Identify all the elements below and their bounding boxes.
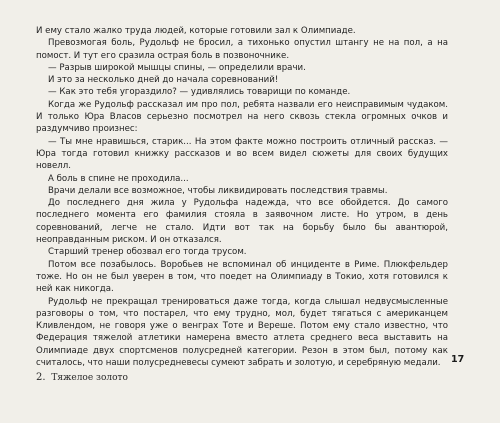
paragraph: И ему стало жалко труда людей, которые готовили зал к Олимпиаде. <box>36 26 356 36</box>
paragraph: Врачи делали все возможное, чтобы ликвидировать последствия травмы. <box>48 185 388 196</box>
paragraph: Когда же Рудольф рассказал им про пол, ребята назвали его неисправимым чудаком. И только Юра Власов серьезно посмотрел на него сквозь стекла огромных очков и раздумчиво произнес: <box>36 99 448 135</box>
paragraph: Рудольф не прекращал тренироваться даже тогда, когда слышал недвусмысленные разговоры о том, что постарел, что ему трудно, мол, будет тягаться с американцем Кливлендом, не говоря уже о венграх Тоте и Вереше. Потом ему стало известно, что Федерация тяжелой атлетики намерена вместо атлета среднего веса выставить на Олимпиаде двух спортсменов полусредней категории. Резон в этом был, потому как считалось, что наши полусредневесы сумеют забрать и золотую, и серебряную медали. <box>36 296 448 369</box>
paragraph: — Как это тебя угораздило? — удивлялись товарищи по команде. <box>48 87 351 98</box>
body-text <box>36 25 448 369</box>
signature-number: 2. <box>36 372 46 383</box>
paragraph: А боль в спине не проходила... <box>48 173 189 184</box>
paragraph: Превозмогая боль, Рудольф не бросил, а тихонько опустил штангу не на пол, а на помост. И тут его сразила острая боль в позвоночнике. <box>36 38 448 61</box>
footer-signature <box>36 372 128 383</box>
paragraph: До последнего дня жила у Рудольфа надежда, что все обойдется. До самого последнего момента его фамилия стояла в заявочном листе. Но утром, в день соревнований, легче не стало. Идти вот так на борьбу было бы авантюрой, неоправданным риском. И он отказался. <box>36 198 448 246</box>
paragraph: Потом все позабылось. Воробьев не вспоминал об инциденте в Риме. Плюкфельдер тоже. Но он не был уверен в том, что поедет на Олимпиаду в Токио, хотя готовился к ней как никогда. <box>36 259 448 295</box>
paragraph: — Ты мне нравишься, старик... На этом факте можно построить отличный рассказ. — Юра тогда готовил книжку рассказов и во всем видел сюжеты для своих будущих новелл. <box>36 136 448 172</box>
paragraph: И это за несколько дней до начала соревнований! <box>48 75 279 86</box>
paragraph: — Разрыв широкой мышцы спины, — определили врачи. <box>48 62 306 73</box>
paragraph: Старший тренер обозвал его тогда трусом. <box>48 247 247 258</box>
page-number: 17 <box>451 354 465 365</box>
signature-title: Тяжелое золото <box>51 373 128 383</box>
